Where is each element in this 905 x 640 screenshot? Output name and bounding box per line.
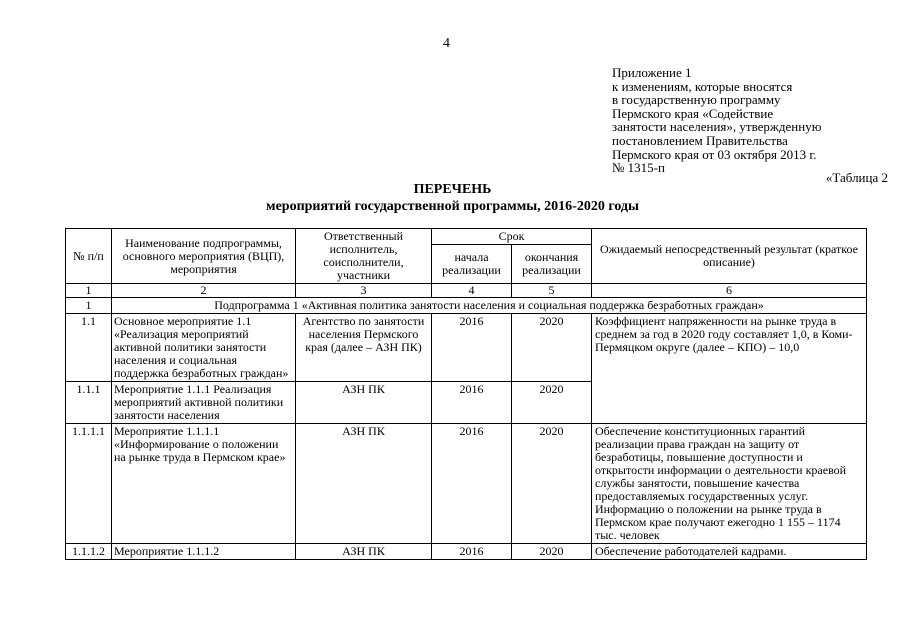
header-start: начала реализации <box>432 245 512 284</box>
column-number: 2 <box>112 284 296 298</box>
subprogram-num: 1 <box>66 298 112 314</box>
row-responsible: Агентство по занятости населения Пермского края (далее – АЗН ПК) <box>296 314 432 382</box>
column-number: 5 <box>512 284 592 298</box>
row-num: 1.1 <box>66 314 112 382</box>
appendix-line: Пермского края от 03 октября 2013 г. <box>612 146 817 162</box>
row-num: 1.1.1 <box>66 382 112 424</box>
column-number: 1 <box>66 284 112 298</box>
column-number: 6 <box>592 284 867 298</box>
header-responsible: Ответственный исполнитель, соисполнители, участники <box>296 229 432 284</box>
row-result: Коэффициент напряженности на рынке труда в среднем за год в 2020 году составляет 1,0, в Коми-Пермяцком округе (далее – КПО) – 10,0 <box>592 314 867 424</box>
row-end: 2020 <box>512 314 592 382</box>
row-responsible: АЗН ПК <box>296 544 432 560</box>
page-number: 4 <box>443 36 450 51</box>
table-label: «Таблица 2 <box>825 170 888 185</box>
row-name: Мероприятие 1.1.1.2 <box>112 544 296 560</box>
row-name: Мероприятие 1.1.1.1 «Информирование о положении на рынке труда в Пермском крае» <box>112 424 296 544</box>
row-result: Обеспечение работодателей кадрами. <box>592 544 867 560</box>
row-result: Обеспечение конституционных гарантий реализации права граждан на защиту от безработицы, повышение доступности и открытости информации о деятельности краевой службы занятости, повышение качества предоставляемых государственных услуг. Информацию о положении на рынке труда в Пермском крае получают ежегодно 1 155 – 1174 тыс. человек <box>592 424 867 544</box>
appendix-line: № 1315-п <box>612 160 665 176</box>
document-subtitle: мероприятий государственной программы, 2016-2020 годы <box>266 199 639 214</box>
row-responsible: АЗН ПК <box>296 424 432 544</box>
column-number: 4 <box>432 284 512 298</box>
appendix-line: Пермского края «Содействие <box>612 105 774 121</box>
appendix-block <box>612 66 821 175</box>
appendix-line: постановлением Правительства <box>612 132 788 148</box>
appendix-line: Приложение 1 <box>612 65 692 80</box>
table-row <box>66 544 867 560</box>
header-name: Наименование подпрограммы, основного мероприятия (ВЦП), мероприятия <box>112 229 296 284</box>
row-start: 2016 <box>432 314 512 382</box>
row-start: 2016 <box>432 382 512 424</box>
row-start: 2016 <box>432 424 512 544</box>
subprogram-title: Подпрограмма 1 «Активная политика занятости населения и социальная поддержка безработных граждан» <box>112 298 867 314</box>
row-end: 2020 <box>512 382 592 424</box>
appendix-line: в государственную программу <box>612 92 781 108</box>
row-start: 2016 <box>432 544 512 560</box>
table-row <box>66 314 867 382</box>
row-end: 2020 <box>512 424 592 544</box>
document-title: ПЕРЕЧЕНЬ <box>413 182 492 197</box>
row-num: 1.1.1.1 <box>66 424 112 544</box>
header-result: Ожидаемый непосредственный результат (краткое описание) <box>592 229 867 284</box>
column-number: 3 <box>296 284 432 298</box>
subprogram-row <box>66 298 867 314</box>
header-end: окончания реализации <box>512 245 592 284</box>
row-name: Мероприятие 1.1.1 Реализация мероприятий активной политики занятости населения <box>112 382 296 424</box>
header-num: № п/п <box>66 229 112 284</box>
row-num: 1.1.1.2 <box>66 544 112 560</box>
row-name: Основное мероприятие 1.1 «Реализация мероприятий активной политики занятости населения и социальная поддержка безработных граждан» <box>112 314 296 382</box>
header-row <box>66 229 867 245</box>
measures-table <box>65 228 867 560</box>
header-term: Срок <box>432 229 592 245</box>
column-number-row <box>66 284 867 298</box>
row-responsible: АЗН ПК <box>296 382 432 424</box>
appendix-line: занятости населения», утвержденную <box>612 119 822 135</box>
row-end: 2020 <box>512 544 592 560</box>
table-row <box>66 424 867 544</box>
appendix-line: к изменениям, которые вносятся <box>612 78 793 94</box>
